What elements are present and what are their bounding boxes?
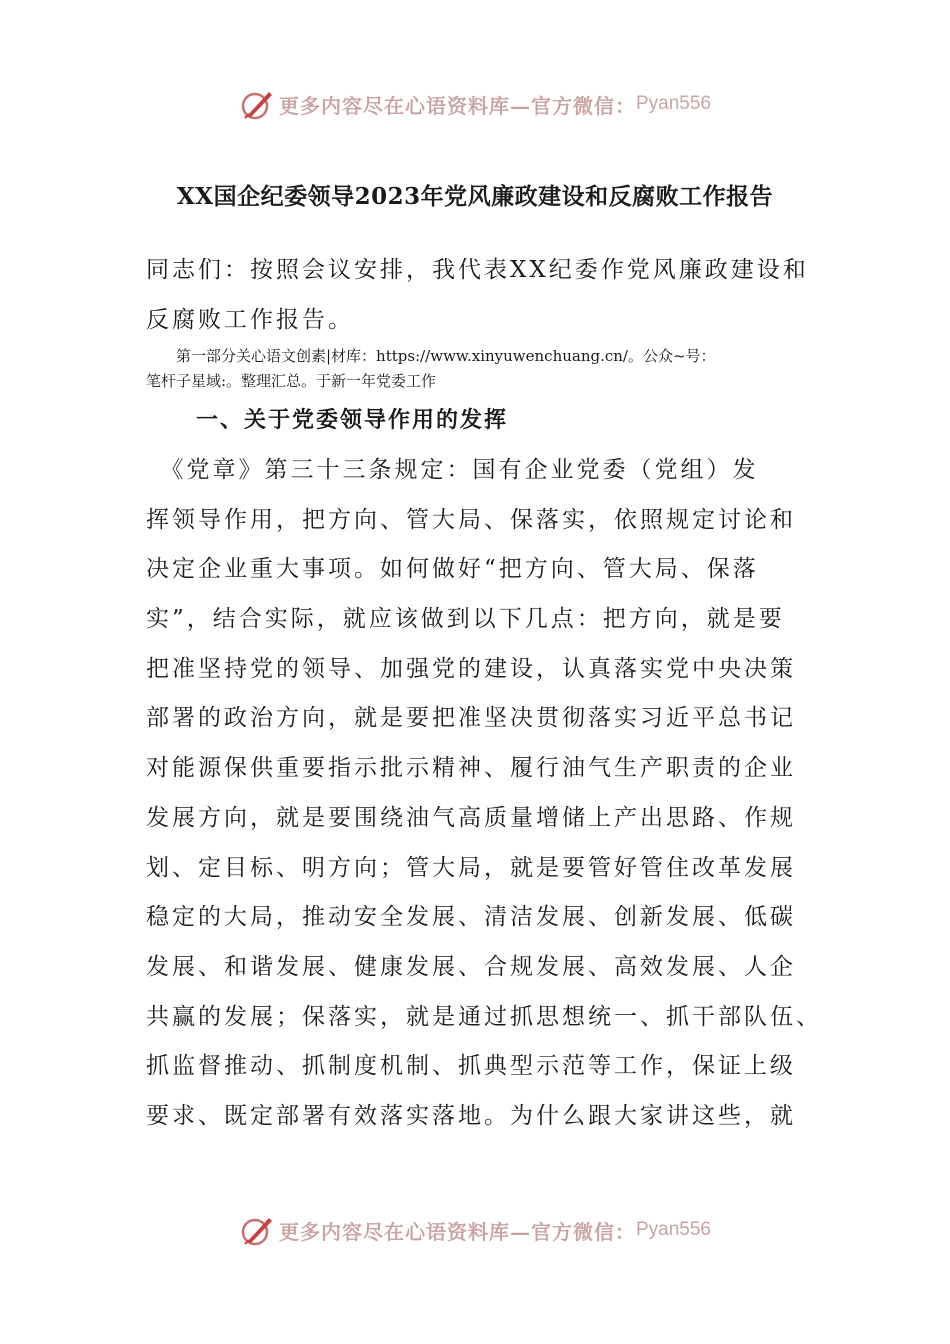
intro-paragraph [146, 246, 816, 345]
body-paragraph [146, 446, 822, 1142]
body-line: 对能源保供重要指示批示精神、履行油气生产职责的企业 [146, 755, 796, 782]
body-line: 抓监督推动、抓制度机制、抓典型示范等工作，保证上级 [146, 1053, 796, 1080]
body-line: 发展方向，就是要围绕油气高质量增储上产出思路、作规 [146, 804, 796, 831]
body-line: 稳定的大局，推动安全发展、清洁发展、创新发展、低碳 [146, 904, 796, 931]
header-watermark-banner [0, 84, 950, 124]
body-line: 共赢的发展；保落实，就是通过抓思想统一、抓干部队伍、 [146, 1003, 822, 1030]
body-line: 决定企业重大事项。如何做好“把方向、管大局、保落 [146, 556, 759, 583]
banner-wechat-id: Pyan556 [635, 93, 711, 114]
footer-watermark-banner [0, 1210, 950, 1250]
body-line: 《党章》第三十三条规定：国有企业党委（党组）发 [146, 457, 759, 483]
quill-logo-icon [239, 86, 275, 122]
body-line: 把准坚持党的领导、加强党的建设，认真落实党中央决策 [146, 655, 796, 682]
source-note-line: 第一部分关心语文创素|材库：https://www.xinyuwenchuang.cn/。公众~号： [146, 347, 716, 365]
body-line: 发展、和谐发展、健康发展、合规发展、高效发展、人企 [146, 953, 796, 980]
banner-text: 更多内容尽在心语资料库—官方微信： [278, 1219, 636, 1244]
section-heading: 一、关于党委领导作用的发挥 [196, 407, 509, 433]
quill-logo-icon [239, 1212, 275, 1248]
body-line: 挥领导作用，把方向、管大局、保落实，依照规定讨论和 [146, 506, 796, 533]
intro-line: 反腐败工作报告。 [146, 306, 354, 333]
body-line: 部署的政治方向，就是要把准坚决贯彻落实习近平总书记 [146, 705, 796, 732]
banner-text: 更多内容尽在心语资料库—官方微信： [278, 93, 636, 118]
document-title: XX国企纪委领导2023年党风廉政建设和反腐败工作报告 [176, 183, 774, 210]
source-note-line: 笔杆子星域:。整理汇总。于新一年党委工作 [146, 372, 437, 390]
source-note [146, 344, 836, 394]
body-line: 要求、既定部署有效落实落地。为什么跟大家讲这些，就 [146, 1102, 796, 1129]
body-line: 划、定目标、明方向；管大局，就是要管好管住改革发展 [146, 854, 796, 881]
banner-wechat-id: Pyan556 [635, 1219, 711, 1240]
body-line: 实”，结合实际，就应该做到以下几点：把方向，就是要 [146, 606, 785, 633]
intro-line: 同志们：按照会议安排，我代表XX纪委作党风廉政建设和 [146, 257, 809, 283]
